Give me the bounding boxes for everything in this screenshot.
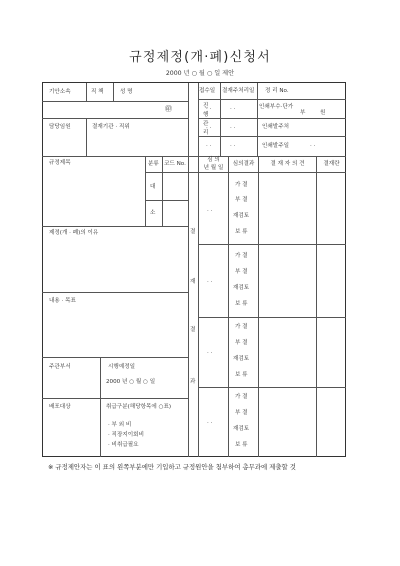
result-2-b: 부 결 [235, 269, 248, 275]
position-label: 직 책 [91, 89, 104, 95]
side-column-right [198, 156, 199, 457]
print-dept-label: 인쇄부수·단가 [259, 104, 294, 110]
title-bottom-line [42, 226, 188, 227]
distribution-item-1: · 부 외 비 [108, 422, 132, 428]
dept-divider [86, 83, 87, 101]
reg-title-label: 규정제목 [49, 160, 71, 166]
side-label-2: 재 [190, 279, 196, 285]
application-form [42, 82, 346, 457]
dept-column-divider [100, 357, 101, 457]
review-date-3: · · [207, 350, 213, 356]
date-column-divider [257, 83, 258, 156]
name-label: 성 명 [120, 89, 133, 95]
seal-mark: ㊞ [165, 105, 172, 113]
class-minor: 소 [150, 210, 156, 216]
review-column-divider [228, 156, 229, 457]
enforce-date: 2000 년 ○ 월 ○ 일 [106, 379, 156, 385]
result-4-c: 재검토 [233, 426, 250, 432]
result-date-label: 결재주처리일 [222, 88, 255, 94]
result-column-divider [258, 156, 259, 457]
code-divider [162, 156, 163, 226]
print-order-date: · · [310, 143, 316, 149]
result-date-3: · · [230, 143, 236, 149]
distribution-options: 취급구분(해당항목에 ○표) [106, 404, 172, 410]
opinion-column-divider [316, 156, 317, 457]
approval-org-label: 결재기관 · 직위 [92, 124, 130, 130]
header-divider [188, 83, 189, 181]
dept-bottom-line [42, 398, 188, 399]
part-label: 부 [300, 110, 306, 116]
side-label-4: 과 [190, 379, 196, 385]
result-4-a: 가 결 [235, 394, 248, 400]
result-2-d: 보 류 [235, 301, 248, 307]
progress-label-1: 진 [203, 103, 209, 109]
position-divider [113, 83, 114, 101]
result-3-d: 보 류 [235, 372, 248, 378]
review-date-4: · · [207, 420, 213, 426]
content-bottom-line [42, 357, 188, 358]
document-title: 규정제정(개·폐)신청서 [129, 50, 271, 65]
header-row-line [42, 118, 188, 119]
receipt-date-3: · · [206, 143, 212, 149]
class-row-line [145, 200, 188, 201]
progress-label-2: 행 [203, 112, 209, 118]
result-2-a: 가 결 [235, 253, 248, 259]
result-4-d: 보 류 [235, 442, 248, 448]
code-label: 코드 No. [164, 161, 186, 167]
footnote: ※ 규정제안자는 이 표의 왼쪽부분에만 기입하고 규정원안을 첨부하여 총무과에 제출할 것 [48, 463, 296, 471]
distribution-item-2: · 직장지이회비 [108, 432, 144, 438]
review-label-2: 년 월 일 [203, 165, 224, 171]
header-bottom-line [42, 156, 346, 157]
result-1-b: 부 결 [235, 197, 248, 203]
owner-label: 담당임원 [49, 124, 71, 130]
progress-row-line-2 [198, 118, 346, 119]
result-2-c: 재검토 [233, 285, 250, 291]
result-3-b: 부 결 [235, 340, 248, 346]
reason-bottom-line [42, 292, 188, 293]
side-label-3: 결 [190, 327, 196, 333]
distribution-label: 배포대상 [49, 404, 71, 410]
reg-no-label: 정 리 No. [265, 88, 289, 94]
result-1-d: 보 류 [235, 229, 248, 235]
content-label: 내용 · 목표 [49, 298, 76, 304]
opinion-label: 결 재 자 의 견 [270, 161, 305, 167]
side-column-left [188, 181, 189, 457]
review-block-line-2 [198, 317, 346, 318]
result-3-a: 가 결 [235, 324, 248, 330]
result-1-c: 재검토 [233, 213, 250, 219]
progress-label-3: 관 [203, 121, 209, 127]
progress-row-line-3 [198, 136, 346, 137]
progress-label-4: 리 [203, 130, 209, 136]
owner-divider [86, 118, 87, 156]
review-block-line-3 [198, 387, 346, 388]
review-date-1: · · [207, 208, 213, 214]
review-block-line-1 [198, 244, 346, 245]
enforce-label: 시행예정일 [108, 364, 136, 370]
class-divider [145, 156, 146, 226]
reason-label: 제정(개 · 폐)의 이유 [49, 230, 99, 236]
result-1-a: 가 결 [235, 182, 248, 188]
result-date-1: · · [230, 106, 236, 112]
body-header-line [145, 172, 346, 173]
dept-label: 기안소속 [49, 89, 71, 95]
result-4-b: 부 결 [235, 410, 248, 416]
distribution-item-3: · 비취급필요 [108, 442, 139, 448]
result-date-2: · · [230, 125, 236, 131]
receipt-date-2: · · [206, 125, 212, 131]
result-label: 심의결과 [232, 161, 255, 167]
proposal-date: 2000 년 ○ 월 ○ 일 제안 [165, 70, 235, 77]
review-label-1: 심 의 [207, 157, 220, 163]
progress-row-line-1 [198, 99, 346, 100]
sign-label: 결재란 [323, 161, 340, 167]
print-order-label: 인쇄발주일 [262, 143, 290, 149]
side-label-1: 결 [190, 229, 196, 235]
receipt-date-1: · · [206, 106, 212, 112]
name-row-line [42, 101, 188, 102]
class-major: 대 [150, 184, 156, 190]
print-main-label: 인쇄발주처 [262, 124, 290, 130]
won-label: 원 [320, 110, 326, 116]
review-date-2: · · [207, 279, 213, 285]
receipt-label: 접수일 [199, 88, 216, 94]
result-3-c: 재검토 [233, 356, 250, 362]
class-label: 분류 [148, 161, 159, 167]
managing-dept-label: 주관부서 [49, 364, 71, 370]
